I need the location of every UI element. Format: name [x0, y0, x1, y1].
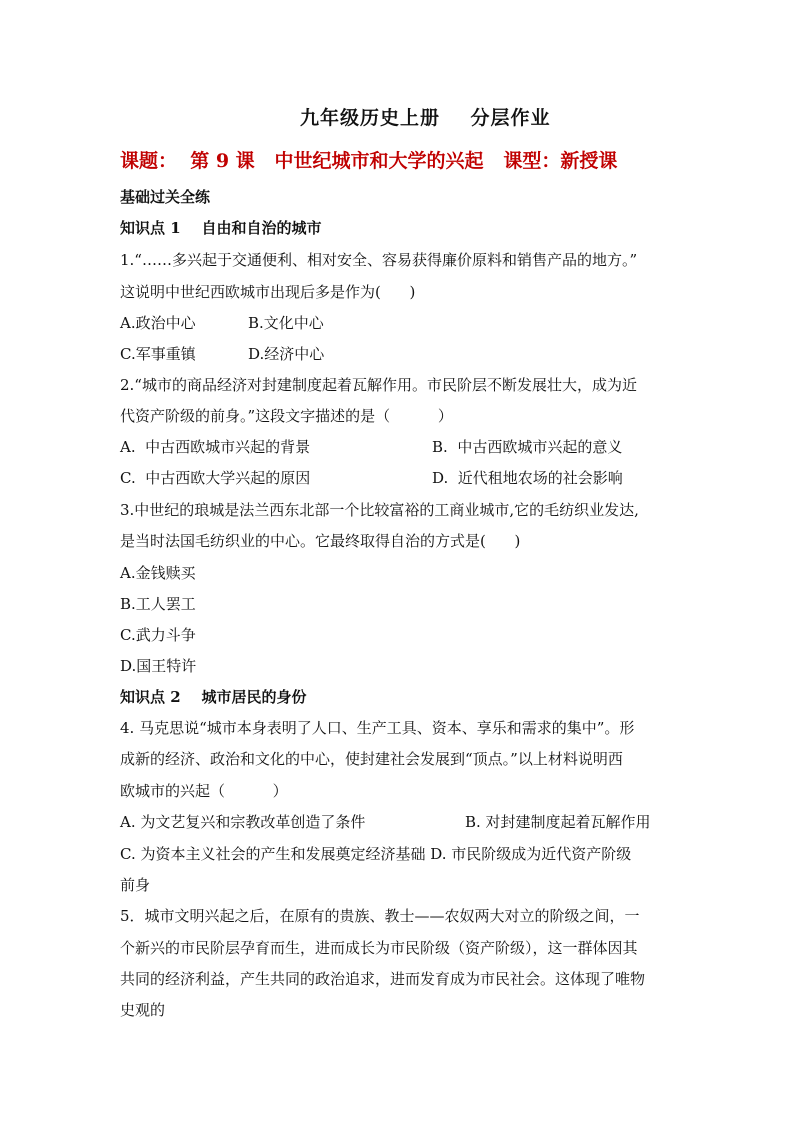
q4-option-c-d: C. 为资本主义社会的产生和发展奠定经济基础 D. 市民阶级成为近代资产阶级: [120, 845, 632, 863]
q3-line-2: 是当时法国毛纺织业的中心。它最终取得自治的方式是( ): [120, 532, 521, 550]
q5-line-2: 个新兴的市民阶层孕育而生，进而成长为市民阶级（资产阶级），这一群体因其: [120, 939, 638, 957]
q4-option-a: A. 为文艺复兴和宗教改革创造了条件: [120, 813, 366, 831]
section-heading: 基础过关全练: [120, 188, 211, 206]
q1-option-a: A.政治中心: [120, 314, 196, 332]
q5-line-3: 共同的经济利益，产生共同的政治追求，进而发育成为市民社会。这体现了唯物: [120, 970, 646, 988]
document-title: 九年级历史上册 分层作业: [300, 107, 551, 129]
knowledge-point-2: 知识点 2 城市居民的身份: [120, 688, 307, 706]
q4-line-2: 成新的经济、政治和文化的中心，使封建社会发展到“顶点。”以上材料说明西: [120, 750, 623, 768]
q5-line-4: 史观的: [120, 1001, 166, 1019]
q4-option-b: B. 对封建制度起着瓦解作用: [465, 813, 651, 831]
q1-option-c: C.军事重镇: [120, 345, 196, 363]
q4-line-3: 欧城市的兴起（ ）: [120, 782, 288, 800]
q4-option-d-continued: 前身: [120, 876, 151, 894]
q2-option-c: C. 中古西欧大学兴起的原因: [120, 469, 311, 487]
q3-option-a: A.金钱赎买: [120, 564, 196, 582]
q3-option-b: B.工人罢工: [120, 595, 196, 613]
q1-line-2: 这说明中世纪西欧城市出现后多是作为( ): [120, 283, 416, 301]
q2-option-b: B. 中古西欧城市兴起的意义: [432, 438, 623, 456]
q3-line-1: 3.中世纪的琅城是法兰西东北部一个比较富裕的工商业城市,它的毛纺织业发达,: [120, 501, 639, 519]
q2-option-a: A. 中古西欧城市兴起的背景: [120, 438, 311, 456]
q1-option-d: D.经济中心: [248, 345, 325, 363]
q2-line-2: 代资产阶级的前身。”这段文字描述的是（ ）: [120, 407, 453, 425]
knowledge-point-1: 知识点 1 自由和自治的城市: [120, 219, 322, 237]
q1-option-b: B.文化中心: [248, 314, 324, 332]
lesson-subtitle: 课题： 第 9 课 中世纪城市和大学的兴起 课型：新授课: [120, 150, 618, 172]
q3-option-d: D.国王特许: [120, 657, 197, 675]
q2-line-1: 2.“城市的商品经济对封建制度起着瓦解作用。市民阶层不断发展壮大，成为近: [120, 376, 637, 394]
q1-line-1: 1.“……多兴起于交通便利、相对安全、容易获得廉价原料和销售产品的地方。”: [120, 251, 638, 269]
q3-option-c: C.武力斗争: [120, 626, 196, 644]
q5-line-1: 5．城市文明兴起之后，在原有的贵族、教士——农奴两大对立的阶级之间，一: [120, 907, 640, 925]
q4-line-1: 4. 马克思说“城市本身表明了人口、生产工具、资本、享乐和需求的集中”。形: [120, 719, 635, 737]
q2-option-d: D. 近代租地农场的社会影响: [432, 469, 623, 487]
